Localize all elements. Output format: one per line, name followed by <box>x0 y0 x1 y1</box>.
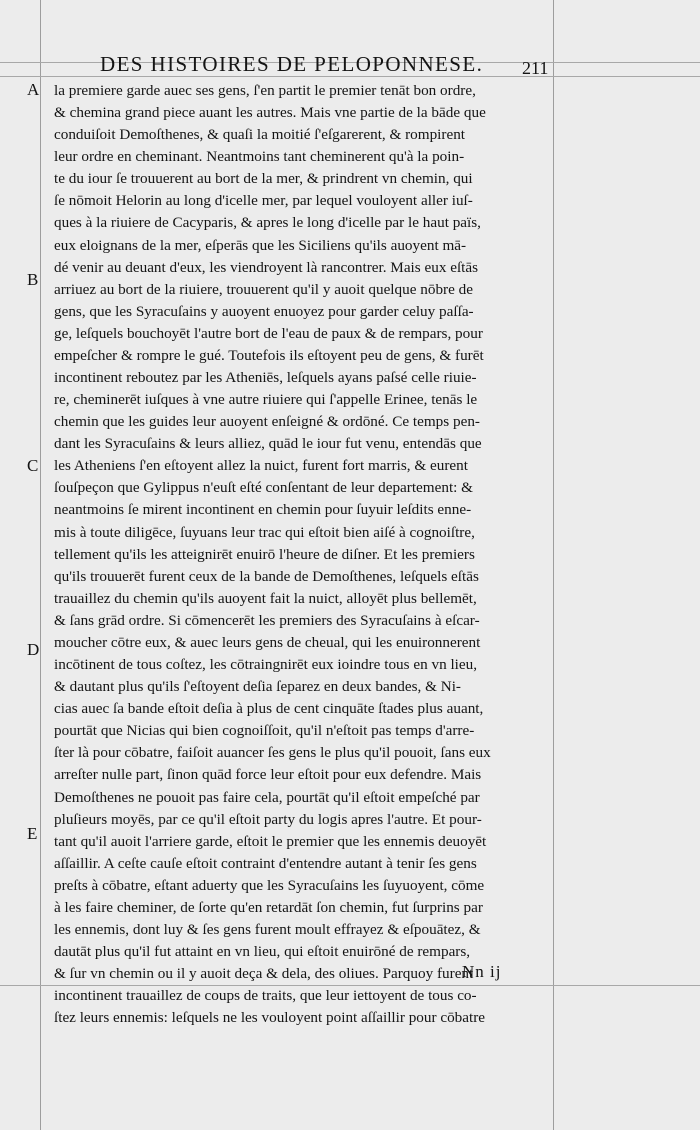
text-line: à les faire cheminer, de ſorte qu'en retardāt ſon chemin, fut ſurprins par <box>54 898 483 916</box>
margin-letter-b: B <box>27 270 39 289</box>
text-line: ſe nōmoit Helorin au long d'icelle mer, par lequel vouloyent aller iuſ- <box>54 192 473 210</box>
text-line: incōtinent de tous coſtez, les cōtraingnirēt eux ioindre tous en vn lieu, <box>54 656 478 674</box>
signature-mark: Nn ij <box>462 962 502 981</box>
margin-letter-e: E <box>27 824 38 843</box>
body-text <box>54 80 554 1029</box>
margin-letter-a: A <box>27 80 40 99</box>
text-line: chemin que les guides leur auoyent enſeigné & ordōné. Ce temps pen- <box>54 413 480 431</box>
text-line: les Atheniens ſ'en eſtoyent allez la nuict, furent fort marris, & eurent <box>54 457 468 475</box>
text-line: aſſaillir. A ceſte cauſe eſtoit contraint d'entendre autant à tenir ſes gens <box>54 854 477 872</box>
text-line: qu'ils trouuerēt furent ceux de la bande de Demoſthenes, leſquels eſtās <box>54 567 479 585</box>
text-line: preſts à cōbatre, eſtant aduerty que les Syracuſains les ſuyuoyent, cōme <box>54 876 485 894</box>
text-line: & chemina grand piece auant les autres. Mais vne partie de la bāde que <box>54 104 486 122</box>
text-line: moucher cōtre eux, & auec leurs gens de cheual, qui les enuironnerent <box>54 633 481 651</box>
text-line: eux eloignans de la mer, eſperās que les Siciliens qu'ils auoyent mā- <box>54 236 467 254</box>
text-line: tant qu'il auoit l'arriere garde, eſtoit le premier que les ennemis deuoyēt <box>54 832 487 850</box>
text-line: incontinent reboutez par les Atheniēs, leſquels ayans paſsé celle riuie- <box>54 369 477 387</box>
text-line: incontinent trauaillez de coups de traits, que leur iettoyent de tous co- <box>54 987 477 1005</box>
text-line: neantmoins ſe mirent incontinent en chemin pour ſuyuir leſdits enne- <box>54 501 472 519</box>
text-line: pourtāt que Nicias qui bien cognoiſſoit, qu'il n'eſtoit pas temps d'arre- <box>54 722 475 740</box>
left-margin-rule <box>40 0 41 1130</box>
text-line: dautāt plus qu'il fut attaint en vn lieu, qui eſtoit enuirōné de rempars, <box>54 943 471 961</box>
text-line: ſtez leurs ennemis: leſquels ne les vouloyent point aſſaillir pour cōbatre <box>54 1009 486 1027</box>
text-line: te du iour ſe trouuerent au bort de la mer, & prindrent vn chemin, qui <box>54 170 473 188</box>
text-line: les ennemis, dont luy & ſes gens furent moult effrayez & eſpouātez, & <box>54 920 481 938</box>
text-line: empeſcher & rompre le gué. Toutefois ils eſtoyent peu de gens, & furēt <box>54 346 484 364</box>
text-line: ſouſpeçon que Gylippus n'euſt eſté conſentant de leur departement: & <box>54 479 473 497</box>
text-line: cias auec ſa bande eſtoit deſia à plus de cent cinquāte ſtades plus auant, <box>54 700 484 718</box>
text-line: ge, leſquels bouchoyēt l'autre bort de l'eau de paux & de rempars, pour <box>54 324 483 342</box>
folio-number: 211 <box>522 58 549 78</box>
text-line: tellement qu'ils les atteignirēt enuirō l'heure de diſner. Et les premiers <box>54 545 475 563</box>
margin-letter-d: D <box>27 640 40 659</box>
text-line: dé venir au deuant d'eux, les viendroyent là rancontrer. Mais eux eſtās <box>54 258 479 276</box>
text-line: Demoſthenes ne pouoit pas faire cela, pourtāt qu'il eſtoit empeſché par <box>54 788 480 806</box>
text-line: ques à la riuiere de Cacyparis, & apres le long d'icelle par le haut païs, <box>54 214 481 232</box>
text-line: arreſter nulle part, ſinon quād force leur eſtoit pour eux defendre. Mais <box>54 766 482 784</box>
running-title: DES HISTOIRES DE PELOPONNESE. <box>100 52 484 76</box>
text-line: & ſans grād ordre. Si cōmencerēt les premiers des Syracuſains à eſcar- <box>54 611 480 629</box>
text-line: ſter là pour cōbatre, faiſoit auancer ſes gens le plus qu'il pouoit, ſans eux <box>54 744 491 762</box>
text-line: & dautant plus qu'ils ſ'eſtoyent deſia ſeparez en deux bandes, & Ni- <box>54 678 461 696</box>
text-line: & ſur vn chemin ou il y auoit deça & dela, des oliues. Parquoy furent <box>54 965 474 983</box>
text-line: trauaillez du chemin qu'ils auoyent fait la nuict, alloyēt plus bellemēt, <box>54 589 477 607</box>
text-line: re, cheminerēt iuſques à vne autre riuiere qui ſ'appelle Erinee, tenās le <box>54 391 478 409</box>
margin-letter-c: C <box>27 456 39 475</box>
text-line: leur ordre en cheminant. Neantmoins tant cheminerent qu'à la poin- <box>54 148 465 166</box>
text-line: conduiſoit Demoſthenes, & quaſi la moitié ſ'eſgarerent, & rompirent <box>54 126 466 144</box>
text-line: la premiere garde auec ses gens, ſ'en partit le premier tenāt bon ordre, <box>54 82 476 99</box>
text-line: gens, que les Syracuſains y auoyent enuoyez pour garder celuy paſſa- <box>54 302 474 320</box>
text-line: dant les Syracuſains & leurs alliez, quād le iour fut venu, entendās que <box>54 435 482 453</box>
text-line: arriuez au bort de la riuiere, trouuerent qu'il y auoit quelque nōbre de <box>54 280 473 298</box>
text-line: pluſieurs moyēs, par ce qu'il eſtoit party du logis apres l'autre. Et pour- <box>54 810 482 828</box>
text-line: mis à toute diligēce, ſuyuans leur trac qui eſtoit bien aiſé à cognoiſtre, <box>54 523 475 541</box>
